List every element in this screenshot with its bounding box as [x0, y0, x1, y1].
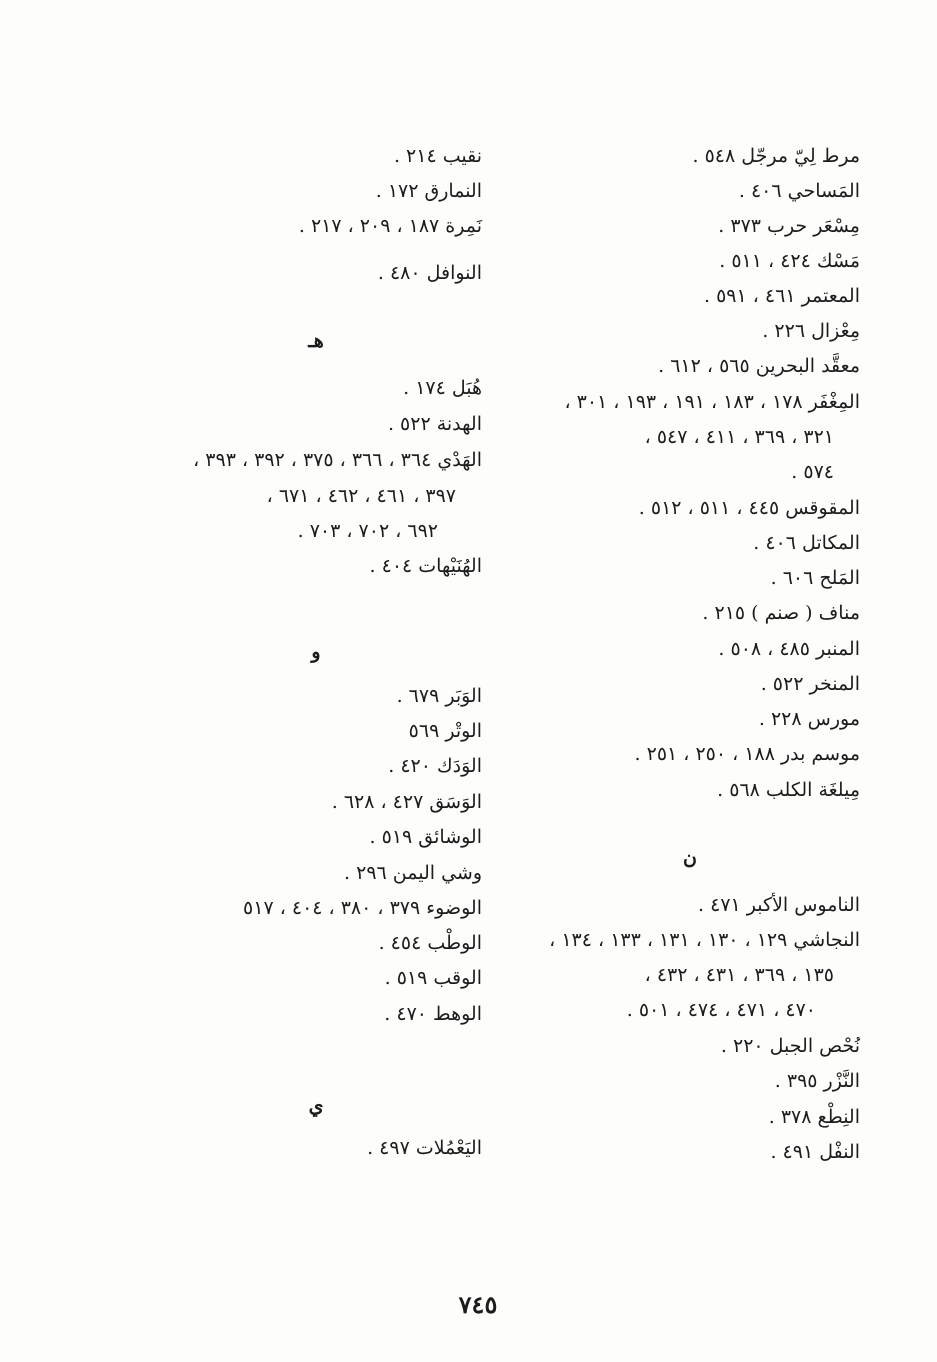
index-entry: المنخر ٥٢٢ .: [760, 673, 860, 695]
index-entry: الوَدَك ٤٢٠ .: [388, 755, 482, 777]
index-entry: مورس ٢٢٨ .: [758, 708, 860, 730]
page-number: ٧٤٥: [458, 1290, 498, 1319]
index-entry: النَّزْر ٣٩٥ .: [774, 1070, 860, 1092]
index-entry: الوشائق ٥١٩ .: [369, 826, 482, 848]
index-entry: الوقب ٥١٩ .: [384, 967, 482, 989]
section-letter-ya: ي: [308, 1095, 324, 1117]
index-entry-continuation: ٣٩٧ ، ٤٦١ ، ٤٦٢ ، ٦٧١ ،: [266, 485, 456, 507]
section-letter-waw: و: [311, 641, 321, 663]
index-entry: اليَعْمُلات ٤٩٧ .: [367, 1137, 482, 1159]
index-entry: هُبَل ١٧٤ .: [403, 377, 482, 399]
index-entry: مَسْك ٤٢٤ ، ٥١١ .: [719, 250, 860, 272]
index-entry: المعتمر ٤٦١ ، ٥٩١ .: [703, 285, 860, 307]
section-letter-nun: ن: [683, 847, 697, 869]
index-entry: الوطْب ٤٥٤ .: [378, 932, 482, 954]
index-entry: مرط لِيّ مرجّل ٥٤٨ .: [692, 145, 860, 167]
index-entry: النوافل ٤٨٠ .: [377, 262, 482, 284]
index-entry: المنبر ٤٨٥ ، ٥٠٨ .: [718, 638, 860, 660]
index-entry: الهدنة ٥٢٢ .: [387, 413, 482, 435]
index-entry: الوضوء ٣٧٩ ، ٣٨٠ ، ٤٠٤ ، ٥١٧: [243, 897, 482, 919]
index-entry: مِيلغَة الكلب ٥٦٨ .: [717, 779, 860, 801]
index-entry: الناموس الأكبر ٤٧١ .: [698, 894, 860, 916]
index-entry-continuation: ١٣٥ ، ٣٦٩ ، ٤٣١ ، ٤٣٢ ،: [644, 964, 834, 986]
index-entry-continuation: ٤٧٠ ، ٤٧١ ، ٤٧٤ ، ٥٠١ .: [626, 999, 816, 1021]
index-entry: الوَبَر ٦٧٩ .: [396, 685, 482, 707]
index-entry: نُحْص الجبل ٢٢٠ .: [720, 1035, 860, 1057]
index-entry: المقوقس ٤٤٥ ، ٥١١ ، ٥١٢ .: [638, 497, 860, 519]
index-entry-continuation: ٦٩٢ ، ٧٠٢ ، ٧٠٣ .: [297, 520, 438, 542]
index-entry: الوتْر ٥٦٩: [408, 720, 482, 742]
index-entry: النمارق ١٧٢ .: [375, 180, 482, 202]
index-entry: وشي اليمن ٢٩٦ .: [344, 862, 482, 884]
index-entry: المِغْفَر ١٧٨ ، ١٨٣ ، ١٩١ ، ١٩٣ ، ٣٠١ ،: [564, 391, 860, 413]
index-entry: الهَدْي ٣٦٤ ، ٣٦٦ ، ٣٧٥ ، ٣٩٢ ، ٣٩٣ ،: [193, 449, 482, 471]
index-entry-continuation: ٣٢١ ، ٣٦٩ ، ٤١١ ، ٥٤٧ ،: [644, 426, 834, 448]
index-entry: مِعْزال ٢٢٦ .: [762, 320, 860, 342]
index-entry: المَساحي ٤٠٦ .: [738, 180, 860, 202]
index-entry: الوهط ٤٧٠ .: [384, 1003, 482, 1025]
index-entry: مناف ( صنم ) ٢١٥ .: [702, 602, 860, 624]
index-entry-continuation: ٥٧٤ .: [791, 461, 834, 483]
index-entry: معقَّد البحرين ٥٦٥ ، ٦١٢ .: [658, 355, 860, 377]
index-entry: النفْل ٤٩١ .: [770, 1141, 860, 1163]
index-entry: مِسْعَر حرب ٣٧٣ .: [718, 215, 860, 237]
index-entry: المكاتل ٤٠٦ .: [753, 532, 860, 554]
section-letter-ha: هـ: [308, 330, 324, 352]
index-entry: موسم بدر ١٨٨ ، ٢٥٠ ، ٢٥١ .: [634, 743, 860, 765]
index-entry: نقيب ٢١٤ .: [393, 145, 482, 167]
index-entry: الوَسَق ٤٢٧ ، ٦٢٨ .: [331, 791, 482, 813]
index-entry: النجاشي ١٢٩ ، ١٣٠ ، ١٣١ ، ١٣٣ ، ١٣٤ ،: [549, 929, 860, 951]
index-entry: الهُنَيْهات ٤٠٤ .: [369, 555, 482, 577]
index-entry: المَلح ٦٠٦ .: [770, 567, 860, 589]
index-entry: النِطْع ٣٧٨ .: [768, 1106, 860, 1128]
index-entry: نَمِرة ١٨٧ ، ٢٠٩ ، ٢١٧ .: [298, 215, 482, 237]
